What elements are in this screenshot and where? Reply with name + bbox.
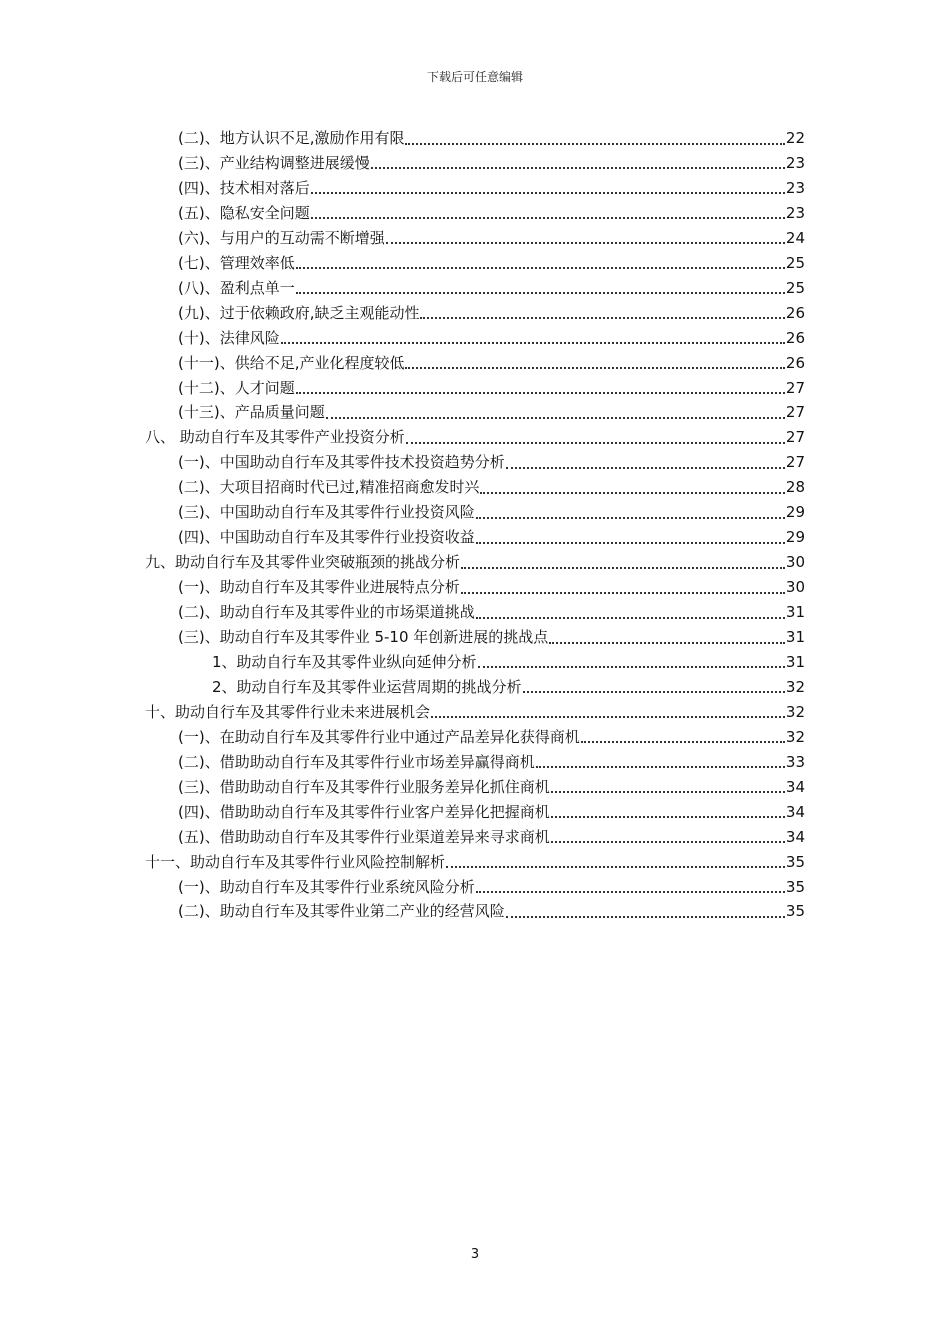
toc-dot-leader: [296, 253, 785, 269]
toc-dot-leader: [506, 902, 785, 918]
toc-entry-page-number: 23: [785, 153, 805, 172]
toc-entry[interactable]: [178, 525, 805, 550]
toc-entry-label: (五)、借助助动自行车及其零件行业渠道差异来寻求商机: [178, 827, 550, 846]
toc-entry-label: (十二)、人才问题: [178, 378, 295, 397]
toc-entry-label: (三)、助动自行车及其零件业 5-10 年创新进展的挑战点: [178, 628, 549, 646]
toc-entry-label: (三)、产业结构调整进展缓慢: [178, 153, 370, 172]
toc-entry-page-number: 33: [785, 752, 805, 771]
toc-entry-label: (十三)、产品质量问题: [178, 403, 325, 422]
toc-entry-label: 九、助动自行车及其零件业突破瓶颈的挑战分析: [145, 553, 461, 572]
toc-dot-leader: [551, 827, 785, 843]
toc-dot-leader: [386, 228, 785, 244]
toc-entry[interactable]: [178, 800, 805, 825]
toc-entry-page-number: 23: [785, 178, 805, 197]
toc-dot-leader: [420, 303, 784, 319]
toc-entry[interactable]: [145, 425, 805, 450]
toc-entry[interactable]: [178, 351, 805, 376]
toc-entry[interactable]: [178, 376, 805, 401]
toc-entry[interactable]: [178, 151, 805, 176]
toc-entry-page-number: 26: [785, 353, 805, 372]
toc-entry[interactable]: [178, 326, 805, 351]
toc-entry[interactable]: [178, 450, 805, 475]
toc-dot-leader: [311, 178, 785, 194]
toc-dot-leader: [461, 553, 785, 569]
toc-dot-leader: [506, 453, 785, 469]
toc-dot-leader: [371, 153, 785, 169]
toc-entry-label: (五)、隐私安全问题: [178, 203, 310, 222]
toc-entry-label: (二)、助动自行车及其零件业的市场渠道挑战: [178, 603, 475, 622]
toc-dot-leader: [446, 852, 785, 868]
toc-entry-page-number: 26: [785, 328, 805, 347]
toc-entry-page-number: 32: [785, 677, 805, 696]
toc-entry-page-number: 25: [785, 253, 805, 272]
toc-entry[interactable]: [178, 575, 805, 600]
toc-entry[interactable]: [212, 650, 805, 675]
toc-entry-label: 2、助动自行车及其零件业运营周期的挑战分析: [212, 677, 522, 696]
page-header: 下载后可任意编辑: [426, 70, 523, 84]
toc-dot-leader: [405, 129, 784, 145]
toc-entry[interactable]: [178, 126, 805, 151]
toc-entry-label: (六)、与用户的互动需不断增强: [178, 228, 385, 247]
page-number: 3: [470, 1247, 480, 1262]
toc-entry[interactable]: [178, 750, 805, 775]
toc-entry-label: (三)、中国助动自行车及其零件行业投资风险: [178, 503, 475, 522]
toc-entry-label: (四)、技术相对落后: [178, 178, 310, 197]
toc-entry-page-number: 27: [785, 428, 805, 447]
toc-dot-leader: [551, 777, 785, 793]
toc-entry-label: 1、助动自行车及其零件业纵向延伸分析: [212, 652, 477, 671]
toc-entry-page-number: 22: [785, 129, 805, 147]
toc-entry-page-number: 34: [785, 827, 805, 846]
toc-entry-page-number: 29: [785, 503, 805, 522]
toc-entry[interactable]: [145, 550, 805, 575]
toc-entry-page-number: 35: [785, 852, 805, 871]
toc-entry-label: (二)、大项目招商时代已过,精准招商愈发时兴: [178, 478, 480, 497]
toc-dot-leader: [476, 503, 785, 519]
toc-entry-page-number: 25: [785, 278, 805, 297]
toc-entry[interactable]: [178, 725, 805, 750]
toc-entry-page-number: 32: [785, 727, 805, 746]
toc-entry-page-number: 35: [785, 877, 805, 896]
toc-entry-label: 十一、助动自行车及其零件行业风险控制解析: [145, 852, 446, 871]
toc-dot-leader: [476, 603, 785, 619]
toc-entry-page-number: 24: [785, 228, 805, 247]
toc-entry[interactable]: [178, 400, 805, 425]
toc-dot-leader: [551, 802, 785, 818]
toc-dot-leader: [281, 328, 785, 344]
toc-entry-label: (四)、借助助动自行车及其零件行业客户差异化把握商机: [178, 802, 550, 821]
toc-entry[interactable]: [178, 500, 805, 525]
toc-dot-leader: [296, 378, 785, 394]
toc-entry-label: (十)、法律风险: [178, 328, 280, 347]
toc-entry-page-number: 32: [785, 702, 805, 721]
toc-entry-label: (九)、过于依赖政府,缺乏主观能动性: [178, 303, 420, 322]
toc-entry-page-number: 31: [785, 628, 805, 646]
toc-entry[interactable]: [178, 176, 805, 201]
toc-entry-label: (十一)、供给不足,产业化程度较低: [178, 353, 405, 372]
toc-entry-page-number: 30: [785, 553, 805, 572]
toc-entry-page-number: 27: [785, 403, 805, 422]
toc-entry[interactable]: [178, 475, 805, 500]
toc-entry-label: (一)、在助动自行车及其零件行业中通过产品差异化获得商机: [178, 727, 580, 746]
toc-dot-leader: [536, 752, 785, 768]
toc-entry-page-number: 26: [785, 303, 805, 322]
toc-entry-page-number: 23: [785, 203, 805, 222]
toc-entry-label: (八)、盈利点单一: [178, 278, 295, 297]
toc-entry-label: (二)、地方认识不足,激励作用有限: [178, 129, 405, 147]
toc-dot-leader: [476, 528, 785, 544]
toc-dot-leader: [480, 478, 784, 494]
toc-entry-page-number: 30: [785, 578, 805, 597]
toc-entry-page-number: 31: [785, 603, 805, 622]
toc-entry-label: 八、 助动自行车及其零件产业投资分析: [145, 428, 405, 447]
toc-dot-leader: [405, 353, 784, 369]
toc-entry-page-number: 34: [785, 777, 805, 796]
toc-dot-leader: [326, 403, 785, 419]
toc-entry-page-number: 28: [785, 478, 805, 497]
toc-entry[interactable]: [178, 775, 805, 800]
toc-dot-leader: [478, 652, 785, 668]
toc-entry-page-number: 27: [785, 378, 805, 397]
toc-entry-label: (四)、中国助动自行车及其零件行业投资收益: [178, 528, 475, 547]
toc-entry[interactable]: [178, 875, 805, 900]
toc-dot-leader: [581, 727, 785, 743]
toc-entry[interactable]: [178, 600, 805, 625]
toc-entry-label: (一)、助动自行车及其零件业进展特点分析: [178, 578, 460, 597]
toc-entry-page-number: 35: [785, 902, 805, 921]
toc-entry[interactable]: [178, 276, 805, 301]
toc-entry-label: (三)、借助助动自行车及其零件行业服务差异化抓住商机: [178, 777, 550, 796]
toc-dot-leader: [296, 278, 785, 294]
toc-entry-label: (一)、助动自行车及其零件行业系统风险分析: [178, 877, 475, 896]
toc-entry-label: (七)、管理效率低: [178, 253, 295, 272]
toc-entry-label: 十、助动自行车及其零件行业未来进展机会: [145, 702, 431, 721]
toc-entry[interactable]: [178, 899, 805, 924]
toc-dot-leader: [476, 877, 785, 893]
toc-entry[interactable]: [178, 625, 805, 650]
toc-dot-leader: [311, 203, 785, 219]
toc-dot-leader: [461, 578, 785, 594]
toc-dot-leader: [523, 677, 785, 693]
toc-entry-label: (二)、借助助动自行车及其零件行业市场差异赢得商机: [178, 752, 535, 771]
toc-dot-leader: [406, 428, 785, 444]
toc-entry[interactable]: [178, 226, 805, 251]
toc-entry[interactable]: [178, 201, 805, 226]
toc-entry[interactable]: [145, 700, 805, 725]
toc-dot-leader: [549, 628, 785, 644]
toc-entry[interactable]: [178, 301, 805, 326]
toc-entry[interactable]: [178, 825, 805, 850]
toc-entry-page-number: 29: [785, 528, 805, 547]
toc-entry-label: (一)、中国助动自行车及其零件技术投资趋势分析: [178, 453, 505, 472]
toc-entry[interactable]: [145, 850, 805, 875]
toc-dot-leader: [431, 702, 785, 718]
toc-entry-page-number: 34: [785, 802, 805, 821]
toc-entry-page-number: 27: [785, 453, 805, 472]
toc-entry[interactable]: [178, 251, 805, 276]
toc-entry-page-number: 31: [785, 652, 805, 671]
toc-entry-label: (二)、助动自行车及其零件业第二产业的经营风险: [178, 902, 505, 921]
toc-entry[interactable]: [212, 675, 805, 700]
